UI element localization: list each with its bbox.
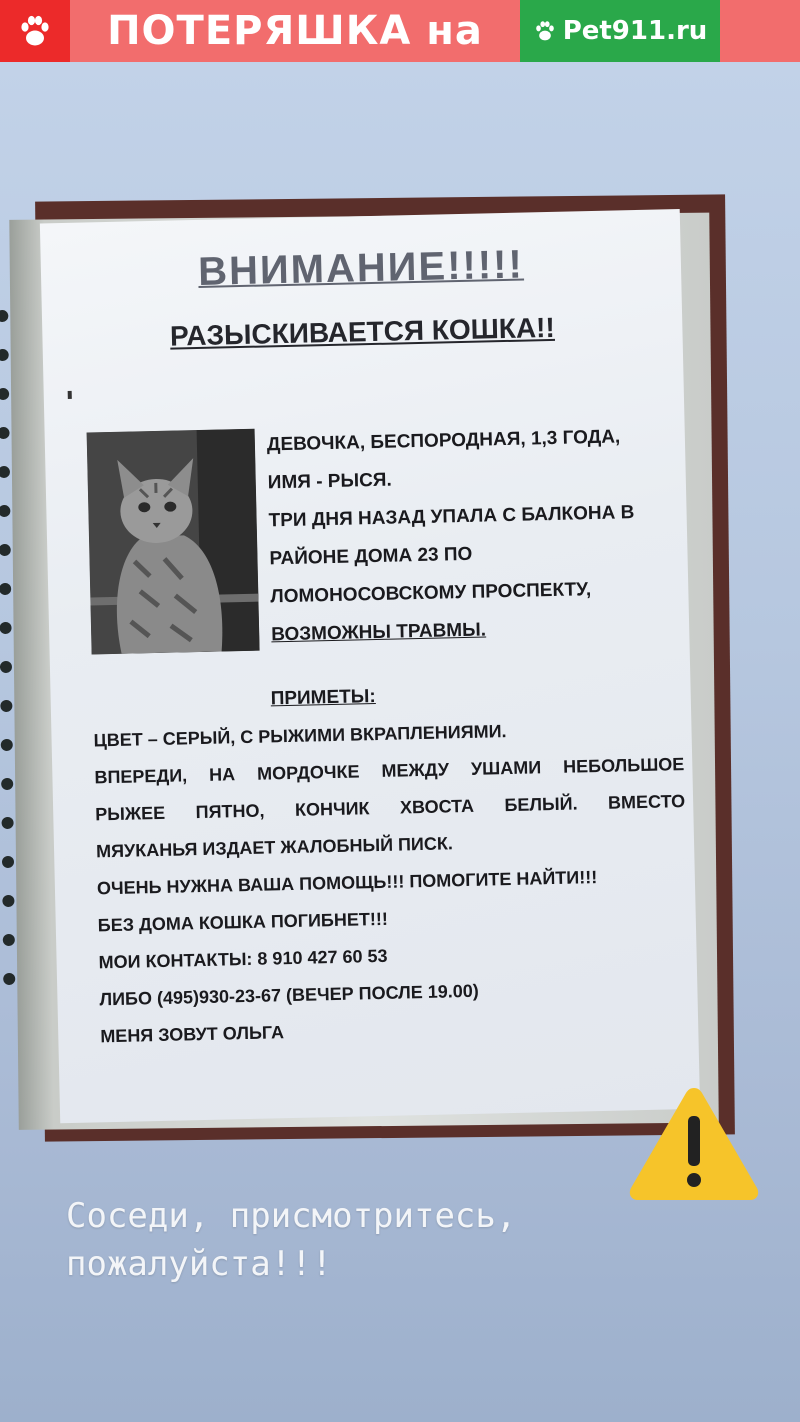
caption-line-1: Соседи, присмотритесь, xyxy=(66,1196,517,1236)
paw-icon xyxy=(17,14,53,48)
desc-line: ДЕВОЧКА, БЕСПОРОДНАЯ, 1,3 ГОДА, xyxy=(266,426,621,456)
desc-line: ИМЯ - РЫСЯ. xyxy=(267,469,392,494)
sign-line: РЫЖЕЕ ПЯТНО, КОНЧИК ХВОСТА БЕЛЫЙ. ВМЕСТО xyxy=(95,791,686,825)
site-name: Pet911.ru xyxy=(562,16,708,46)
ink-dot xyxy=(68,391,72,399)
signs-list xyxy=(93,709,690,1055)
sign-line: ВПЕРЕДИ, НА МОРДОЧКЕ МЕЖДУ УШАМИ НЕБОЛЬШОЕ xyxy=(94,754,685,788)
sign-line: ОЧЕНЬ НУЖНА ВАША ПОМОЩЬ!!! ПОМОГИТЕ НАЙТИ!!! xyxy=(96,867,598,899)
top-banner xyxy=(0,0,800,62)
banner-tail xyxy=(720,0,800,62)
desc-line-injuries: ВОЗМОЖНЫ ТРАВМЫ. xyxy=(271,619,487,646)
contact-phone: МОИ КОНТАКТЫ: 8 910 427 60 53 xyxy=(98,945,388,973)
site-link[interactable] xyxy=(520,0,720,62)
banner-title-box xyxy=(70,0,520,62)
sign-line: ЦВЕТ – СЕРЫЙ, С РЫЖИМИ ВКРАПЛЕНИЯМИ. xyxy=(93,721,507,751)
desc-line: ЛОМОНОСОВСКОМУ ПРОСПЕКТУ, xyxy=(270,579,592,608)
desc-line: ТРИ ДНЯ НАЗАД УПАЛА С БАЛКОНА В xyxy=(268,502,635,532)
sign-line: МЯУКАНЬЯ ИЗДАЕТ ЖАЛОБНЫЙ ПИСК. xyxy=(95,833,454,862)
banner-title: ПОТЕРЯШКА на xyxy=(107,8,483,54)
contact-phone-alt: ЛИБО (495)930-23-67 (ВЕЧЕР ПОСЛЕ 19.00) xyxy=(99,980,480,1010)
cat-description xyxy=(267,417,682,654)
caption-line-2: пожалуйста!!! xyxy=(66,1244,333,1284)
paw-box xyxy=(0,0,70,62)
paw-icon xyxy=(533,20,557,42)
story-caption xyxy=(66,1192,766,1288)
contact-name: МЕНЯ ЗОВУТ ОЛЬГА xyxy=(100,1022,285,1047)
warning-icon xyxy=(626,1082,762,1204)
sign-line: БЕЗ ДОМА КОШКА ПОГИБНЕТ!!! xyxy=(97,908,389,936)
cat-photo xyxy=(87,429,260,655)
poster-photo xyxy=(35,194,735,1141)
signs-title: ПРИМЕТЫ: xyxy=(270,686,376,710)
poster-subheading: РАЗЫСКИВАЕТСЯ КОШКА!! xyxy=(169,311,556,352)
poster-heading: ВНИМАНИЕ!!!!! xyxy=(197,242,525,294)
desc-line: РАЙОНЕ ДОМА 23 ПО xyxy=(269,543,473,570)
sleeve-holes xyxy=(0,310,18,1030)
poster-paper xyxy=(40,209,700,1123)
